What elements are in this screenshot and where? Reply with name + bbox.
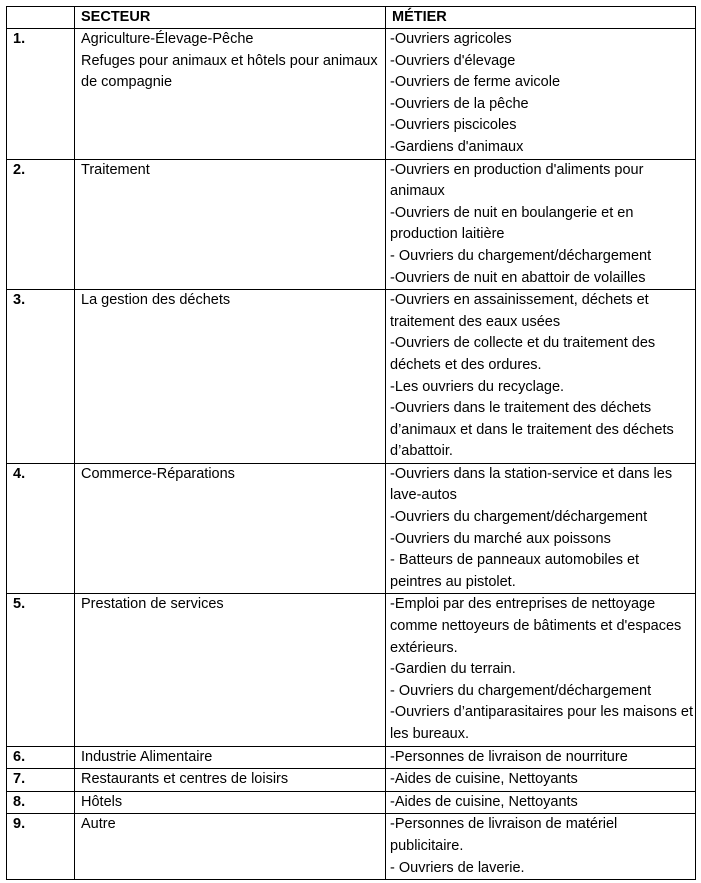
metier-item: - Ouvriers du chargement/déchargement <box>390 247 652 264</box>
sector-text: Prestation de services <box>81 596 224 613</box>
table-row <box>7 769 696 792</box>
row-number: 6. <box>7 746 75 769</box>
metier-cell <box>386 290 696 464</box>
header-row <box>7 7 696 29</box>
metier-cell <box>386 791 696 814</box>
metier-cell <box>386 746 696 769</box>
metier-item: -Ouvriers d’antiparasitaires pour les maisons et les bureaux. <box>390 704 694 742</box>
metier-item: -Aides de cuisine, Nettoyants <box>390 793 578 810</box>
sector-text: Traitement <box>81 161 150 178</box>
sector-text: Restaurants et centres de loisirs <box>81 771 289 788</box>
metier-item: - Ouvriers du chargement/déchargement <box>390 682 652 699</box>
sector-cell <box>75 746 386 769</box>
metier-item: -Ouvriers dans la station-service et dans les lave-autos <box>390 465 673 504</box>
metier-item: -Aides de cuisine, Nettoyants <box>390 771 578 788</box>
table-body <box>7 29 696 880</box>
metier-item: -Les ouvriers du recyclage. <box>390 378 565 395</box>
metier-item: -Ouvriers agricoles <box>390 31 512 47</box>
sector-cell <box>75 814 386 880</box>
table-row <box>7 463 696 594</box>
sector-cell <box>75 463 386 594</box>
metier-item: -Ouvriers du chargement/déchargement <box>390 509 648 526</box>
metier-item: -Ouvriers de ferme avicole <box>390 74 561 91</box>
row-number: 7. <box>7 769 75 792</box>
sector-text: Commerce-Réparations <box>81 465 235 482</box>
sector-cell <box>75 29 386 160</box>
header-number <box>7 7 75 29</box>
row-number: 2. <box>7 159 75 290</box>
table-row <box>7 594 696 746</box>
metier-item: -Emploi par des entreprises de nettoyage comme nettoyeurs de bâtiments et d'espaces extérieurs. <box>390 596 682 656</box>
header-secteur: SECTEUR <box>75 7 386 29</box>
metier-cell <box>386 159 696 290</box>
metier-item: -Gardiens d'animaux <box>390 138 524 155</box>
metier-item: -Ouvriers en assainissement, déchets et traitement des eaux usées <box>390 292 649 330</box>
sector-cell <box>75 159 386 290</box>
metier-item: -Personnes de livraison de matériel publicitaire. <box>390 816 618 854</box>
table-row <box>7 290 696 464</box>
sector-text: La gestion des déchets <box>81 292 231 309</box>
metier-item: -Ouvriers en production d'aliments pour animaux <box>390 161 644 200</box>
sector-text: Refuges pour animaux et hôtels pour animaux de compagnie <box>81 52 378 91</box>
row-number: 5. <box>7 594 75 746</box>
sector-text: Agriculture-Élevage-Pêche <box>81 31 254 47</box>
metier-item: -Ouvriers du marché aux poissons <box>390 530 611 547</box>
row-number: 4. <box>7 463 75 594</box>
metier-item: -Ouvriers de collecte et du traitement des déchets et des ordures. <box>390 335 656 373</box>
metier-cell <box>386 769 696 792</box>
table-row <box>7 159 696 290</box>
metier-cell <box>386 463 696 594</box>
row-number: 1. <box>7 29 75 160</box>
sector-job-table <box>6 6 696 880</box>
metier-item: - Batteurs de panneaux automobiles et peintres au pistolet. <box>390 552 640 590</box>
sector-cell <box>75 769 386 792</box>
metier-item: -Ouvriers de nuit en abattoir de volailles <box>390 269 646 286</box>
table-row <box>7 746 696 769</box>
metier-cell <box>386 814 696 880</box>
sector-cell <box>75 791 386 814</box>
header-metier: MÉTIER <box>386 7 696 29</box>
row-number: 8. <box>7 791 75 814</box>
table-row <box>7 29 696 160</box>
metier-item: -Ouvriers piscicoles <box>390 117 517 134</box>
metier-item: -Ouvriers d'élevage <box>390 52 516 69</box>
metier-cell <box>386 29 696 160</box>
metier-item: -Gardien du terrain. <box>390 661 516 678</box>
metier-item: - Ouvriers de laverie. <box>390 859 525 876</box>
sector-cell <box>75 594 386 746</box>
metier-item: -Ouvriers dans le traitement des déchets d’animaux et dans le traitement des déchets d’abattoir. <box>390 400 674 460</box>
sector-text: Autre <box>81 816 116 833</box>
table-row <box>7 814 696 880</box>
metier-item: -Personnes de livraison de nourriture <box>390 748 628 765</box>
metier-item: -Ouvriers de la pêche <box>390 95 529 112</box>
row-number: 9. <box>7 814 75 880</box>
table-row <box>7 791 696 814</box>
row-number: 3. <box>7 290 75 464</box>
sector-text: Hôtels <box>81 793 123 810</box>
metier-cell <box>386 594 696 746</box>
sector-cell <box>75 290 386 464</box>
sector-text: Industrie Alimentaire <box>81 748 213 765</box>
metier-item: -Ouvriers de nuit en boulangerie et en production laitière <box>390 204 634 243</box>
